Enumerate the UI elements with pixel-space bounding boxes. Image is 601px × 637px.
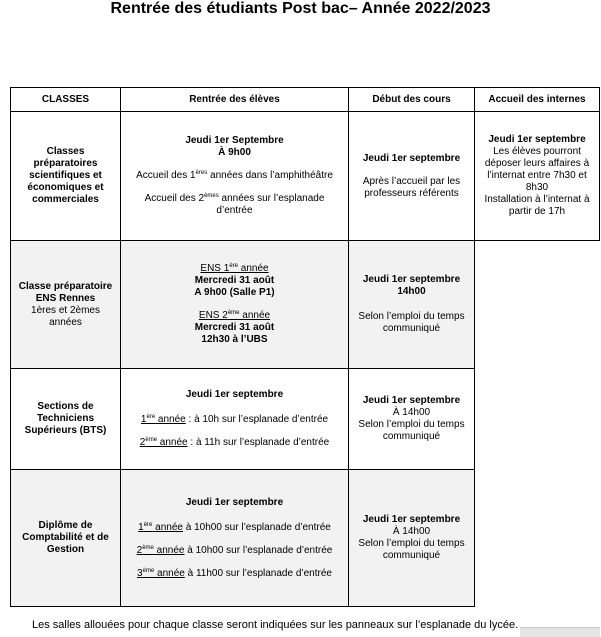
esplanade-note	[126, 193, 343, 217]
esplanade-note-sup: èmes	[204, 193, 219, 199]
dcg-year3-sup: ème	[142, 567, 155, 574]
table-row-ens	[11, 241, 600, 369]
class-name-ens-years: 1ères et 2èmes années	[31, 304, 100, 328]
dcg-year1-line	[126, 522, 343, 534]
dcg-year3-text: à 11h00 sur l’esplanade d’entrée	[184, 567, 332, 579]
bts-year2-line	[126, 437, 343, 449]
dcg-year2-line	[126, 545, 343, 557]
ens-year1-label	[126, 263, 343, 275]
class-name-bts: Sections de Techniciens Supérieurs (BTS)	[11, 369, 121, 470]
debut-time: 14h00	[397, 286, 426, 297]
rentree-cell-ens	[121, 241, 349, 369]
internes-cell	[475, 112, 600, 241]
debut-text: Selon l’emploi du temps communiqué	[358, 311, 465, 334]
bts-year1-word: année	[155, 414, 186, 425]
header-debut: Début des cours	[349, 88, 475, 112]
debut-text: Selon l’emploi du temps communiqué	[358, 419, 465, 442]
bts-year1-sup: ère	[146, 414, 156, 420]
rentree-date: Jeudi 1er septembre	[185, 389, 284, 400]
esplanade-note-text-end: années sur l’esplanade d’entrée	[216, 193, 325, 216]
bts-year1-text: : à 10h sur l’esplanade d’entrée	[185, 414, 329, 425]
bts-year1-num: 1	[140, 414, 147, 425]
bts-year2-text: : à 11h sur l’esplanade d’entrée	[187, 437, 330, 448]
debut-cell-ens	[349, 241, 475, 369]
debut-cell-bts	[349, 369, 475, 470]
dcg-year3-line	[126, 568, 343, 580]
class-name-cpge: Classes préparatoires scientifiques et économiques et commerciales	[11, 112, 121, 241]
table-row-bts	[11, 369, 600, 470]
empty-cell	[475, 470, 600, 607]
rentree-cell-bts	[121, 369, 349, 470]
debut-date: Jeudi 1er septembre	[362, 152, 461, 164]
debut-time: À 14h00	[392, 407, 431, 418]
ens-year1-sup: ère	[229, 263, 238, 269]
amphi-note-sup: ères	[195, 170, 208, 176]
dcg-year1-word: année	[152, 521, 183, 533]
rentree-date: Jeudi 1er septembre	[185, 496, 284, 508]
debut-date: Jeudi 1er septembre	[362, 274, 461, 285]
ens-year1-time: A 9h00 (Salle P1)	[194, 287, 275, 298]
dcg-year2-word: année	[153, 544, 185, 556]
table-row-dcg	[11, 470, 600, 607]
dcg-year3-num: 3	[137, 567, 143, 579]
dcg-year2-text: à 10h00 sur l’esplanade d’entrée	[184, 544, 333, 556]
header-rentree: Rentrée des élèves	[121, 88, 349, 112]
bts-year2-word: année	[157, 437, 188, 448]
dcg-year1-num: 1	[138, 521, 144, 533]
class-name-dcg: Diplôme de Comptabilité et de Gestion	[11, 470, 121, 607]
rentree-cell-cpge	[121, 112, 349, 241]
class-name-ens-title: Classe préparatoire ENS Rennes	[18, 280, 113, 304]
schedule-table	[10, 87, 600, 607]
empty-cell	[475, 369, 600, 470]
amphi-note	[126, 170, 343, 182]
debut-text: Selon l’emploi du temps communiqué	[358, 538, 465, 561]
ens-year1-text: ENS 1	[200, 263, 230, 274]
dcg-year1-text: à 10h00 sur l’esplanade d’entrée	[182, 521, 331, 533]
rentree-cell-dcg	[121, 470, 349, 607]
ens-year1-date: Mercredi 31 août	[194, 275, 275, 286]
dcg-year1-sup: ère	[143, 521, 153, 528]
amphi-note-text-end: années dans l’amphithéâtre	[207, 170, 333, 181]
header-row	[11, 88, 600, 112]
debut-cell-dcg	[349, 470, 475, 607]
dcg-year2-num: 2	[136, 544, 143, 556]
header-internes: Accueil des internes	[475, 88, 600, 112]
dcg-year2-label	[137, 545, 185, 556]
bts-year2-sup: ème	[145, 437, 158, 443]
debut-date: Jeudi 1er septembre	[362, 514, 461, 525]
ens-year2-sup: ème	[227, 310, 240, 316]
bts-year1-line	[126, 414, 343, 426]
rentree-time: À 9h00	[218, 147, 251, 158]
debut-date: Jeudi 1er septembre	[362, 395, 461, 406]
ens-year2-text-end: année	[239, 310, 271, 321]
bts-year2-num: 2	[139, 437, 146, 448]
debut-cell-cpge	[349, 112, 475, 241]
table-row-cpge	[11, 112, 600, 241]
bts-year2-label	[140, 437, 188, 448]
ens-year1-text-end: année	[237, 263, 269, 274]
dcg-year3-label	[137, 568, 185, 579]
ens-year2-time: 12h30 à l’UBS	[201, 334, 268, 345]
internes-text: Les élèves pourront déposer leurs affaires à l’internat entre 7h30 et 8h30	[484, 146, 590, 193]
class-name-ens	[11, 241, 121, 369]
internes-install: Installation à l’internat à partir de 17h	[484, 194, 590, 217]
internes-date: Jeudi 1er septembre	[488, 134, 586, 145]
header-classes: CLASSES	[11, 88, 121, 112]
dcg-year2-sup: ème	[142, 544, 154, 551]
empty-cell	[475, 241, 600, 369]
page-title: Rentrée des étudiants Post bac– Année 2022/2023	[110, 0, 491, 17]
amphi-note-text: Accueil des 1	[136, 170, 196, 181]
ens-year2-date: Mercredi 31 août	[194, 322, 275, 333]
debut-text: Après l’accueil par les professeurs référents	[362, 175, 461, 199]
bts-year1-label	[141, 414, 186, 425]
debut-time: À 14h00	[392, 526, 431, 537]
dcg-year3-word: année	[154, 567, 185, 579]
rentree-date: Jeudi 1er Septembre	[185, 135, 284, 146]
dcg-year1-label	[138, 522, 183, 533]
esplanade-note-text: Accueil des 2	[144, 193, 205, 204]
ens-year2-label	[126, 310, 343, 322]
footer-note: Les salles allouées pour chaque classe seront indiquées sur les panneaux sur l’esplanade du lycée.	[32, 619, 519, 631]
ens-year2-text: ENS 2	[198, 310, 228, 321]
